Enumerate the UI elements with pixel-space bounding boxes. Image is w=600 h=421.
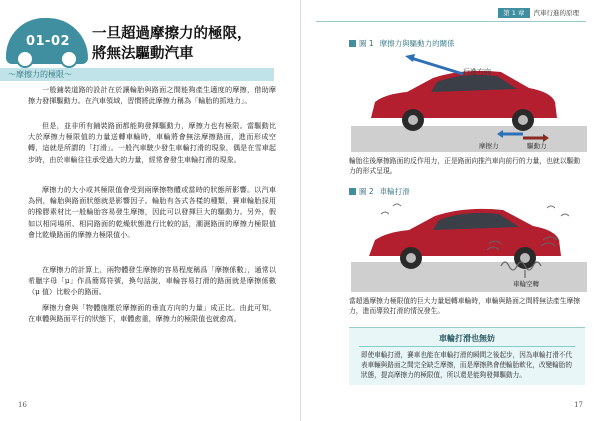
note-text: 即使車輪打滑，賽車也能在車輪打滑的瞬間之後起步，因為車輪打滑不代表車輛與路面之間完全缺乏摩擦，而是摩擦熱會使輪胎軟化，改變輪胎的狀態，提高摩擦力的極限值，所以還是能夠發揮驅動力。 (361, 351, 572, 379)
badge-wheel-icon (16, 50, 34, 68)
figure-2-number: 圖 2 (359, 187, 374, 196)
figure-1-caption: 輪胎往後摩擦路面的反作用力，正是路面向推汽車向前行的力量，也就以驅動力的形式呈現。 (349, 157, 581, 175)
body-paragraph: 但是，並非所有鋪裝路面都能夠發揮驅動力，摩擦力也有極限。當驅動比大於摩擦力極限值的力量送轉車輪時，車輪將會無法摩擦路面，進而形成空轉，這就是所謂的「打滑」。一般汽車駛少發生車輪打滑的現象，偶是在雪車起步時，由於車輪往往承受過大的力量，經常會發生車輪打滑的現象。 (28, 121, 276, 164)
page-number: 17 (574, 401, 583, 409)
travel-direction-arrow (411, 58, 463, 74)
chapter-tag: 第 1 章 (498, 8, 529, 18)
running-header (498, 8, 579, 17)
figure-marker-icon (349, 40, 356, 47)
body-paragraph: 一般鋪裝道路的設計在於讓輪胎與路面之間能夠產生適度的摩擦，借助摩擦力發揮驅動力。在汽車領域，習慣將此摩擦力稱為「輪胎的抓地力」。 (28, 85, 276, 106)
figure-2-title: 車輪打滑 (379, 187, 410, 196)
drive-force-label: 驅動力 (527, 142, 547, 150)
badge-wheel-icon (60, 50, 78, 68)
body-paragraph: 摩擦力會與「物體施壓於摩擦面的垂直方向的力量」成正比。由此可知，在車體與路面平行的狀態下，車體愈重，摩擦力的極限值也就愈高。 (28, 303, 276, 324)
section-subtitle: ～摩擦力的極限～ (8, 70, 72, 79)
body-paragraph: 摩擦力的大小或其極限值會受到兩摩擦物體或當時的狀態所影響。以汽車為例，輪胎與路面狀態就是影響因子。輪胎有各式各樣的種類，賽車輪胎採用的橡膠素材比一般輪胎容易發生摩擦，因此可以發揮巨大的驅動力。另外，假如以相同場所、相同路面的乾燥狀態進行比較的話，潮濕路面的摩擦力極限值會比乾燥路面的摩擦力極限值小。 (28, 185, 276, 239)
figure-2-caption: 當超過摩擦力極限值的巨大力量迴轉車輪時，車輪與路面之間將無法產生摩擦力，進而導致打滑的情況發生。 (349, 297, 581, 315)
travel-direction-label: 行進方向 (463, 68, 491, 76)
section-title-line-1: 一旦超過摩擦力的極限， (92, 25, 252, 42)
friction-label: 摩擦力 (479, 142, 499, 150)
note-title: 車輪打滑也無妨 (439, 334, 495, 343)
note-box (349, 327, 585, 385)
road-surface (351, 262, 587, 292)
body-paragraph: 在摩擦力的計算上，兩物體發生摩擦的容易程度稱爲「摩擦係數」，通常以希臘字母「μ」作爲簡寫符號，換句話說，車輪容易打滑的路面就是摩擦係數（μ 值）比較小的路面。 (28, 265, 276, 297)
figure-1-number: 圖 1 (359, 39, 374, 48)
figure-2-label (349, 186, 410, 197)
chapter-title: 汽車行進的原理 (533, 9, 579, 17)
wheel-spin-label: 車輪空轉 (513, 280, 539, 288)
page-number: 16 (18, 401, 27, 409)
road-surface (351, 126, 587, 152)
section-title-line-2: 將無法驅動汽車 (92, 45, 194, 62)
note-divider (359, 346, 575, 347)
figure-2-illustration (351, 200, 587, 292)
header-rule (316, 21, 586, 22)
section-code: 01-02 (25, 34, 71, 49)
right-page (300, 0, 600, 421)
figure-1-illustration (351, 52, 587, 152)
figure-1-title: 摩擦力與驅動力的關係 (379, 39, 455, 48)
figure-marker-icon (349, 188, 356, 195)
figure-1-label (349, 38, 455, 49)
